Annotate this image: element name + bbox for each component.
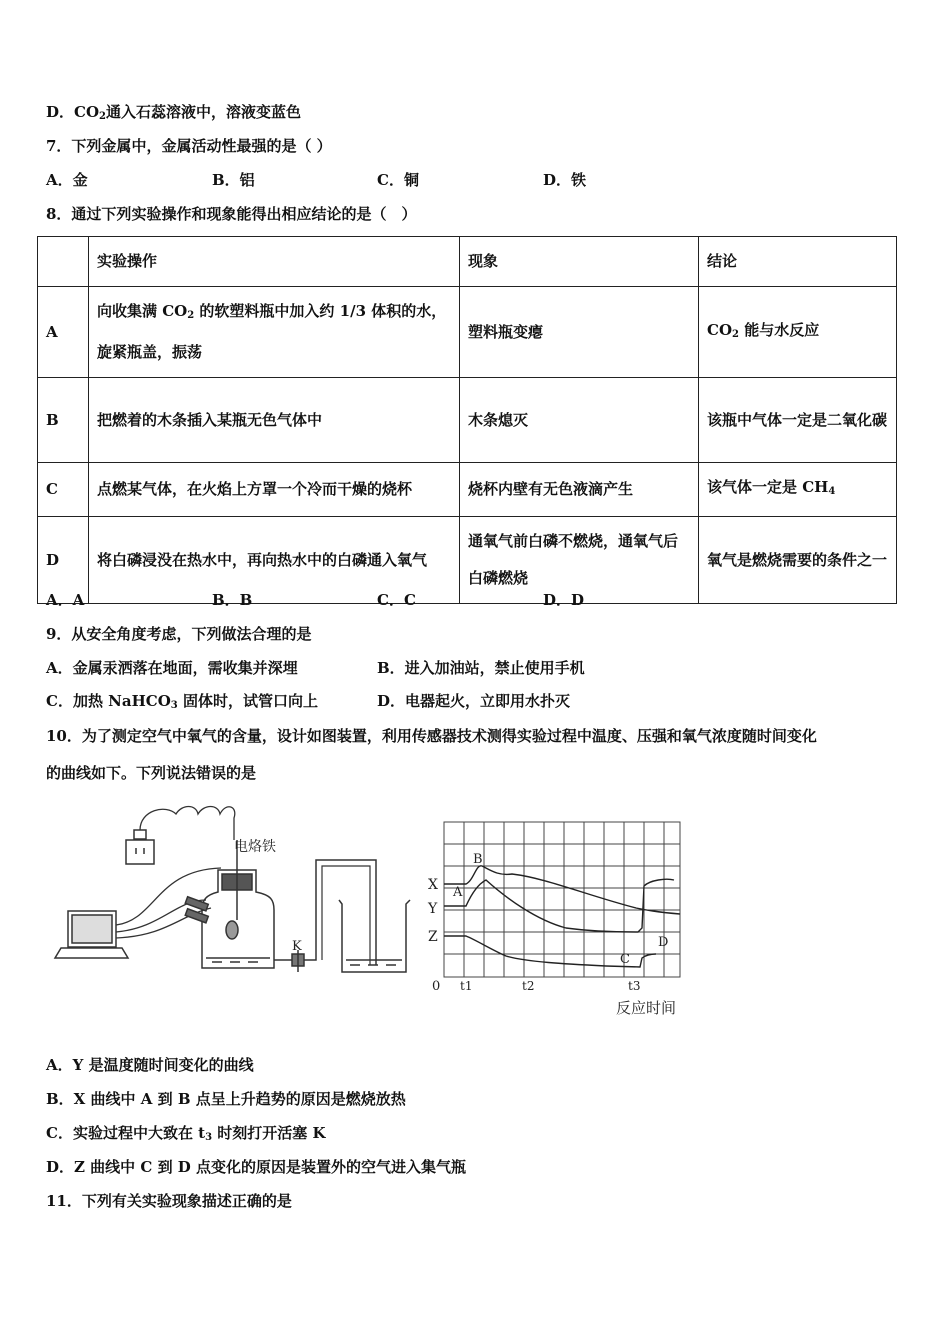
point-label-d: D — [658, 935, 669, 950]
row-operation: 点燃某气体，在火焰上方罩一个冷而干燥的烧杯 — [89, 463, 460, 517]
row-label: D — [38, 517, 89, 604]
x-axis-label: 反应时间 — [616, 999, 677, 1017]
row-phenomenon: 通氧气前白磷不燃烧，通氧气后白磷燃烧 — [460, 517, 699, 604]
q7-option-a: A．金 — [46, 171, 88, 189]
valve-label: K — [292, 939, 302, 954]
q10-stem-line1: 10．为了测定空气中氧气的含量，设计如图装置，利用传感器技术测得实验过程中温度、压强和氧气浓度随时间变化 — [46, 727, 817, 745]
row-operation: 向收集满 $CO_2$ 的软塑料瓶中加入约 1/3 体积的水，旋紧瓶盖，振荡 — [89, 287, 460, 378]
row-conclusion: 该瓶中气体一定是二氧化碳 — [699, 378, 897, 463]
axis-origin: 0 — [432, 979, 441, 994]
q6-option-d: D．$CO_2$通入石蕊溶液中，溶液变蓝色 — [46, 103, 301, 122]
curve-label-y: Y — [428, 901, 438, 917]
q7-option-d: D．铁 — [543, 171, 587, 189]
header-operation: 实验操作 — [89, 237, 460, 287]
row-phenomenon: 烧杯内壁有无色液滴产生 — [460, 463, 699, 517]
row-label: A — [38, 287, 89, 378]
curve-label-z: Z — [428, 929, 438, 945]
connecting-tube — [274, 860, 376, 965]
sensor-probe — [185, 897, 208, 923]
tick-t3: t3 — [628, 979, 641, 993]
row-label: B — [38, 378, 89, 463]
table-row — [38, 517, 897, 604]
q10-figure-svg — [46, 800, 696, 1025]
power-socket-icon — [126, 830, 154, 864]
q8-option-c: C．C — [377, 591, 416, 609]
table-row — [38, 287, 897, 378]
curve-y — [444, 879, 674, 932]
curve-x — [444, 866, 680, 914]
laptop-icon — [55, 911, 128, 958]
q9-option-b: B．进入加油站，禁止使用手机 — [377, 659, 585, 677]
tick-t2: t2 — [522, 979, 535, 993]
row-conclusion: 该气体一定是 $CH_4$ — [699, 463, 897, 517]
q10-figure — [46, 800, 696, 1025]
q9-option-a: A．金属汞洒落在地面，需收集并深埋 — [46, 659, 298, 677]
q8-option-d: D．D — [543, 591, 585, 609]
beaker — [339, 900, 410, 972]
q8-table — [37, 236, 897, 604]
q10-option-d: D．Z 曲线中 C 到 D 点变化的原因是装置外的空气进入集气瓶 — [46, 1158, 467, 1176]
point-label-b: B — [473, 852, 483, 867]
header-phenomenon: 现象 — [460, 237, 699, 287]
q9-stem: 9．从安全角度考虑，下列做法合理的是 — [46, 625, 312, 643]
header-conclusion: 结论 — [699, 237, 897, 287]
tick-t1: t1 — [460, 979, 473, 993]
q8-option-b: B．B — [212, 591, 253, 609]
q7-stem: 7．下列金属中，金属活动性最强的是（ ） — [46, 137, 332, 155]
q9-option-d: D．电器起火，立即用水扑灭 — [377, 692, 571, 710]
table-header-row — [38, 237, 897, 287]
iron-label: 电烙铁 — [234, 839, 276, 855]
q10-option-b: B．X 曲线中 A 到 B 点呈上升趋势的原因是燃烧放热 — [46, 1090, 406, 1108]
row-conclusion: 氧气是燃烧需要的条件之一 — [699, 517, 897, 604]
coiled-cord — [140, 807, 235, 841]
curve-label-x: X — [428, 877, 438, 893]
q8-stem: 8．通过下列实验操作和现象能得出相应结论的是（ ） — [46, 205, 417, 223]
row-conclusion: $CO_2$ 能与水反应 — [699, 287, 897, 378]
row-phenomenon: 木条熄灭 — [460, 378, 699, 463]
q7-option-b: B．铝 — [212, 171, 255, 189]
q11-stem: 11．下列有关实验现象描述正确的是 — [46, 1192, 292, 1210]
gas-collection-bottle — [202, 840, 274, 968]
table-row — [38, 463, 897, 517]
row-operation: 将白磷浸没在热水中，再向热水中的白磷通入氧气 — [89, 517, 460, 604]
q8-option-a: A．A — [46, 591, 85, 609]
q7-option-c: C．铜 — [377, 171, 419, 189]
q10-stem-line2: 的曲线如下。下列说法错误的是 — [46, 764, 257, 782]
q10-option-a: A．Y 是温度随时间变化的曲线 — [46, 1056, 254, 1074]
row-label: C — [38, 463, 89, 517]
point-label-a: A — [453, 885, 463, 900]
q10-option-c: C．实验过程中大致在 $t_3$ 时刻打开活塞 K — [46, 1124, 326, 1143]
header-blank — [38, 237, 89, 287]
q9-option-c: C．加热 NaHCO$_3$ 固体时，试管口向上 — [46, 692, 318, 711]
graph-grid — [444, 822, 680, 977]
table-row — [38, 378, 897, 463]
row-phenomenon: 塑料瓶变瘪 — [460, 287, 699, 378]
point-label-c: C — [620, 952, 630, 967]
row-operation: 把燃着的木条插入某瓶无色气体中 — [89, 378, 460, 463]
